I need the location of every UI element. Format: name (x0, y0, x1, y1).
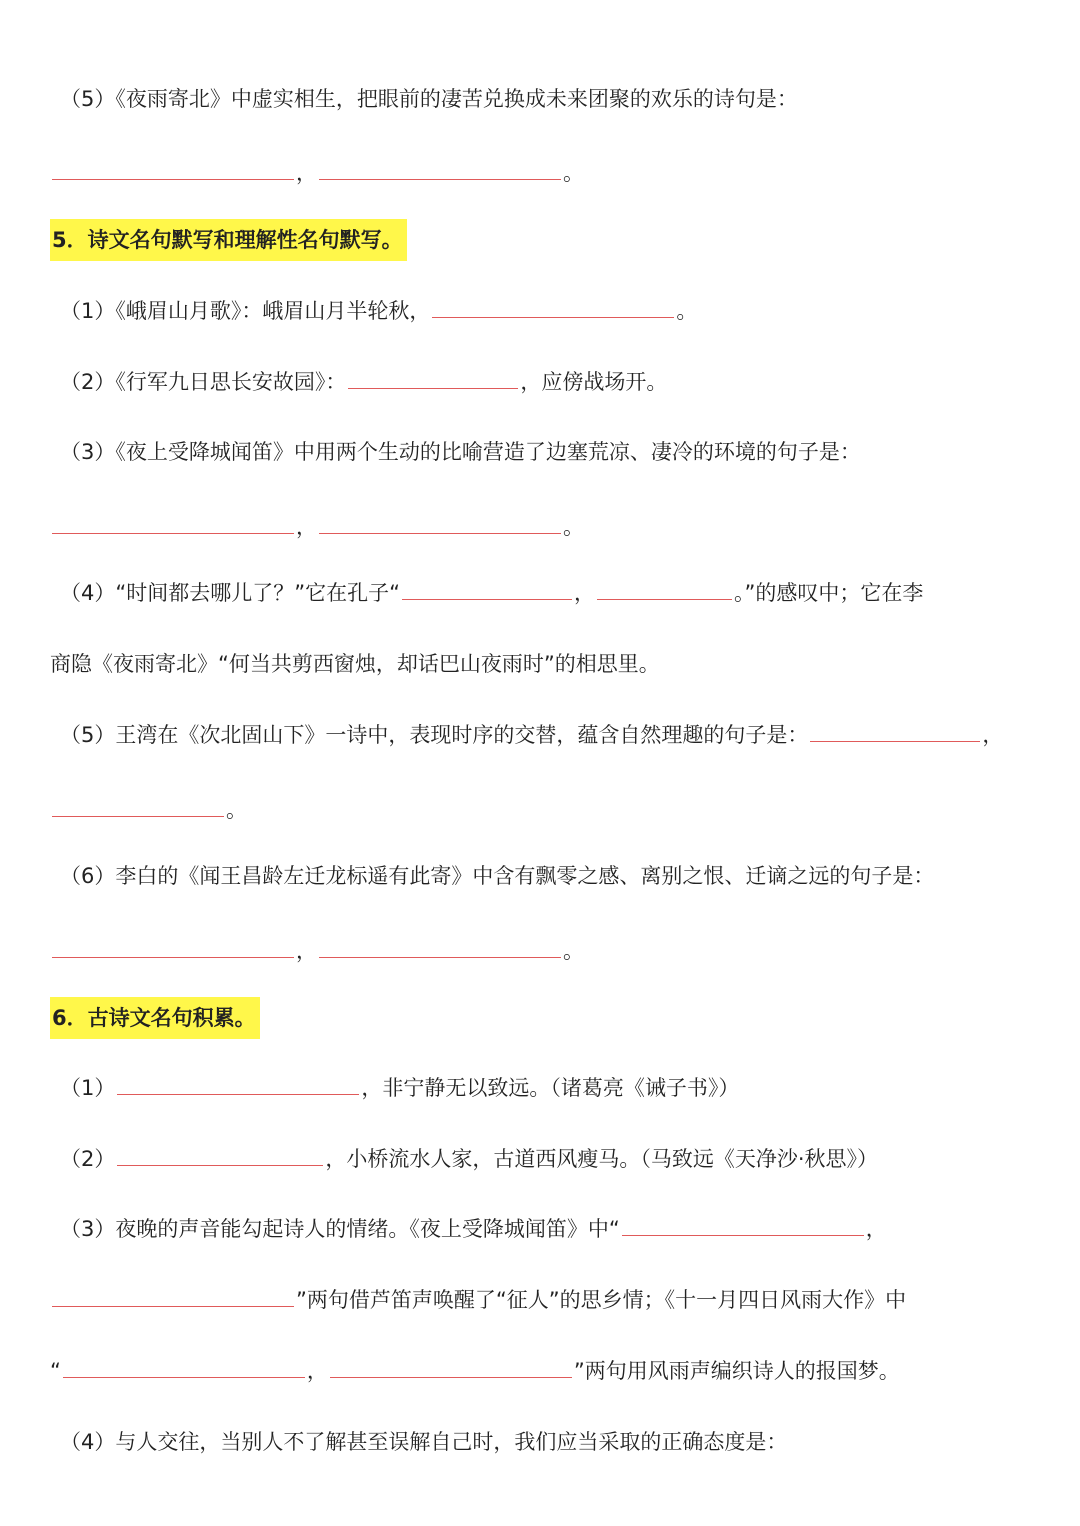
s6-q3-line1: （3）夜晚的声音能勾起诗人的情绪。《夜上受降城闻笛》中“ ， (60, 1217, 887, 1241)
answer-blank[interactable] (432, 299, 674, 318)
s4-q5-prompt: （5）《夜雨寄北》中虚实相生，把眼前的凄苦兑换成未来团聚的欢乐的诗句是： (60, 87, 798, 111)
s6-q2: （2） ，小桥流水人家，古道西风瘦马。（马致远《天净沙·秋思》） (60, 1147, 879, 1171)
answer-blank[interactable] (402, 581, 572, 600)
answer-blank[interactable] (319, 939, 561, 958)
s5-q1: （1）《峨眉山月歌》：峨眉山月半轮秋， 。 (60, 299, 698, 323)
answer-blank[interactable] (319, 161, 561, 180)
answer-blank[interactable] (330, 1359, 572, 1378)
s5-q4-line2: 商隐《夜雨寄北》“何当共剪西窗烛，却话巴山夜雨时”的相思里。 (50, 652, 660, 676)
answer-blank[interactable] (348, 370, 518, 389)
answer-blank[interactable] (52, 161, 294, 180)
answer-blank[interactable] (597, 581, 732, 600)
answer-blank[interactable] (117, 1147, 323, 1166)
answer-blank[interactable] (52, 1288, 294, 1307)
s5-q3-answer-line: ， 。 (0, 512, 1080, 542)
s6-q1: （1） ，非宁静无以致远。（诸葛亮《诫子书》） (60, 1076, 740, 1100)
answer-blank[interactable] (52, 939, 294, 958)
s5-q4-line1: （4）“时间都去哪儿了？”它在孔子“ ， 。”的感叹中；它在李 (60, 581, 924, 605)
answer-blank[interactable] (810, 723, 980, 742)
s6-q3-line2: ”两句借芦笛声唤醒了“征人”的思乡情；《十一月四日风雨大作》中 (0, 1285, 1080, 1315)
s5-q3-prompt: （3）《夜上受降城闻笛》中用两个生动的比喻营造了边塞荒凉、凄冷的环境的句子是： (60, 440, 861, 464)
s5-q5-answer-line: 。 (0, 795, 1080, 825)
answer-blank[interactable] (622, 1217, 864, 1236)
s6-q3-line3: “ ， ”两句用风雨声编织诗人的报国梦。 (50, 1359, 900, 1383)
s5-q6-answer-line: ， 。 (0, 936, 1080, 966)
answer-blank[interactable] (52, 798, 224, 817)
answer-blank[interactable] (117, 1076, 359, 1095)
answer-blank[interactable] (319, 515, 561, 534)
s5-q2: （2）《行军九日思长安故园》： ，应傍战场开。 (60, 370, 668, 394)
answer-blank[interactable] (52, 515, 294, 534)
section-6-heading: 6．古诗文名句积累。 (50, 997, 260, 1039)
s4-q5-answer-line: ， 。 (0, 158, 1080, 188)
answer-blank[interactable] (63, 1359, 305, 1378)
section-5-heading: 5．诗文名句默写和理解性名句默写。 (50, 219, 407, 261)
s6-q4-prompt: （4）与人交往，当别人不了解甚至误解自己时，我们应当采取的正确态度是： (60, 1430, 788, 1454)
s5-q5-prompt: （5）王湾在《次北固山下》一诗中，表现时序的交替，蕴含自然理趣的句子是： ， (60, 723, 1004, 747)
s5-q6-prompt: （6）李白的《闻王昌龄左迁龙标遥有此寄》中含有飘零之感、离别之恨、迁谪之远的句子是： (60, 864, 935, 888)
